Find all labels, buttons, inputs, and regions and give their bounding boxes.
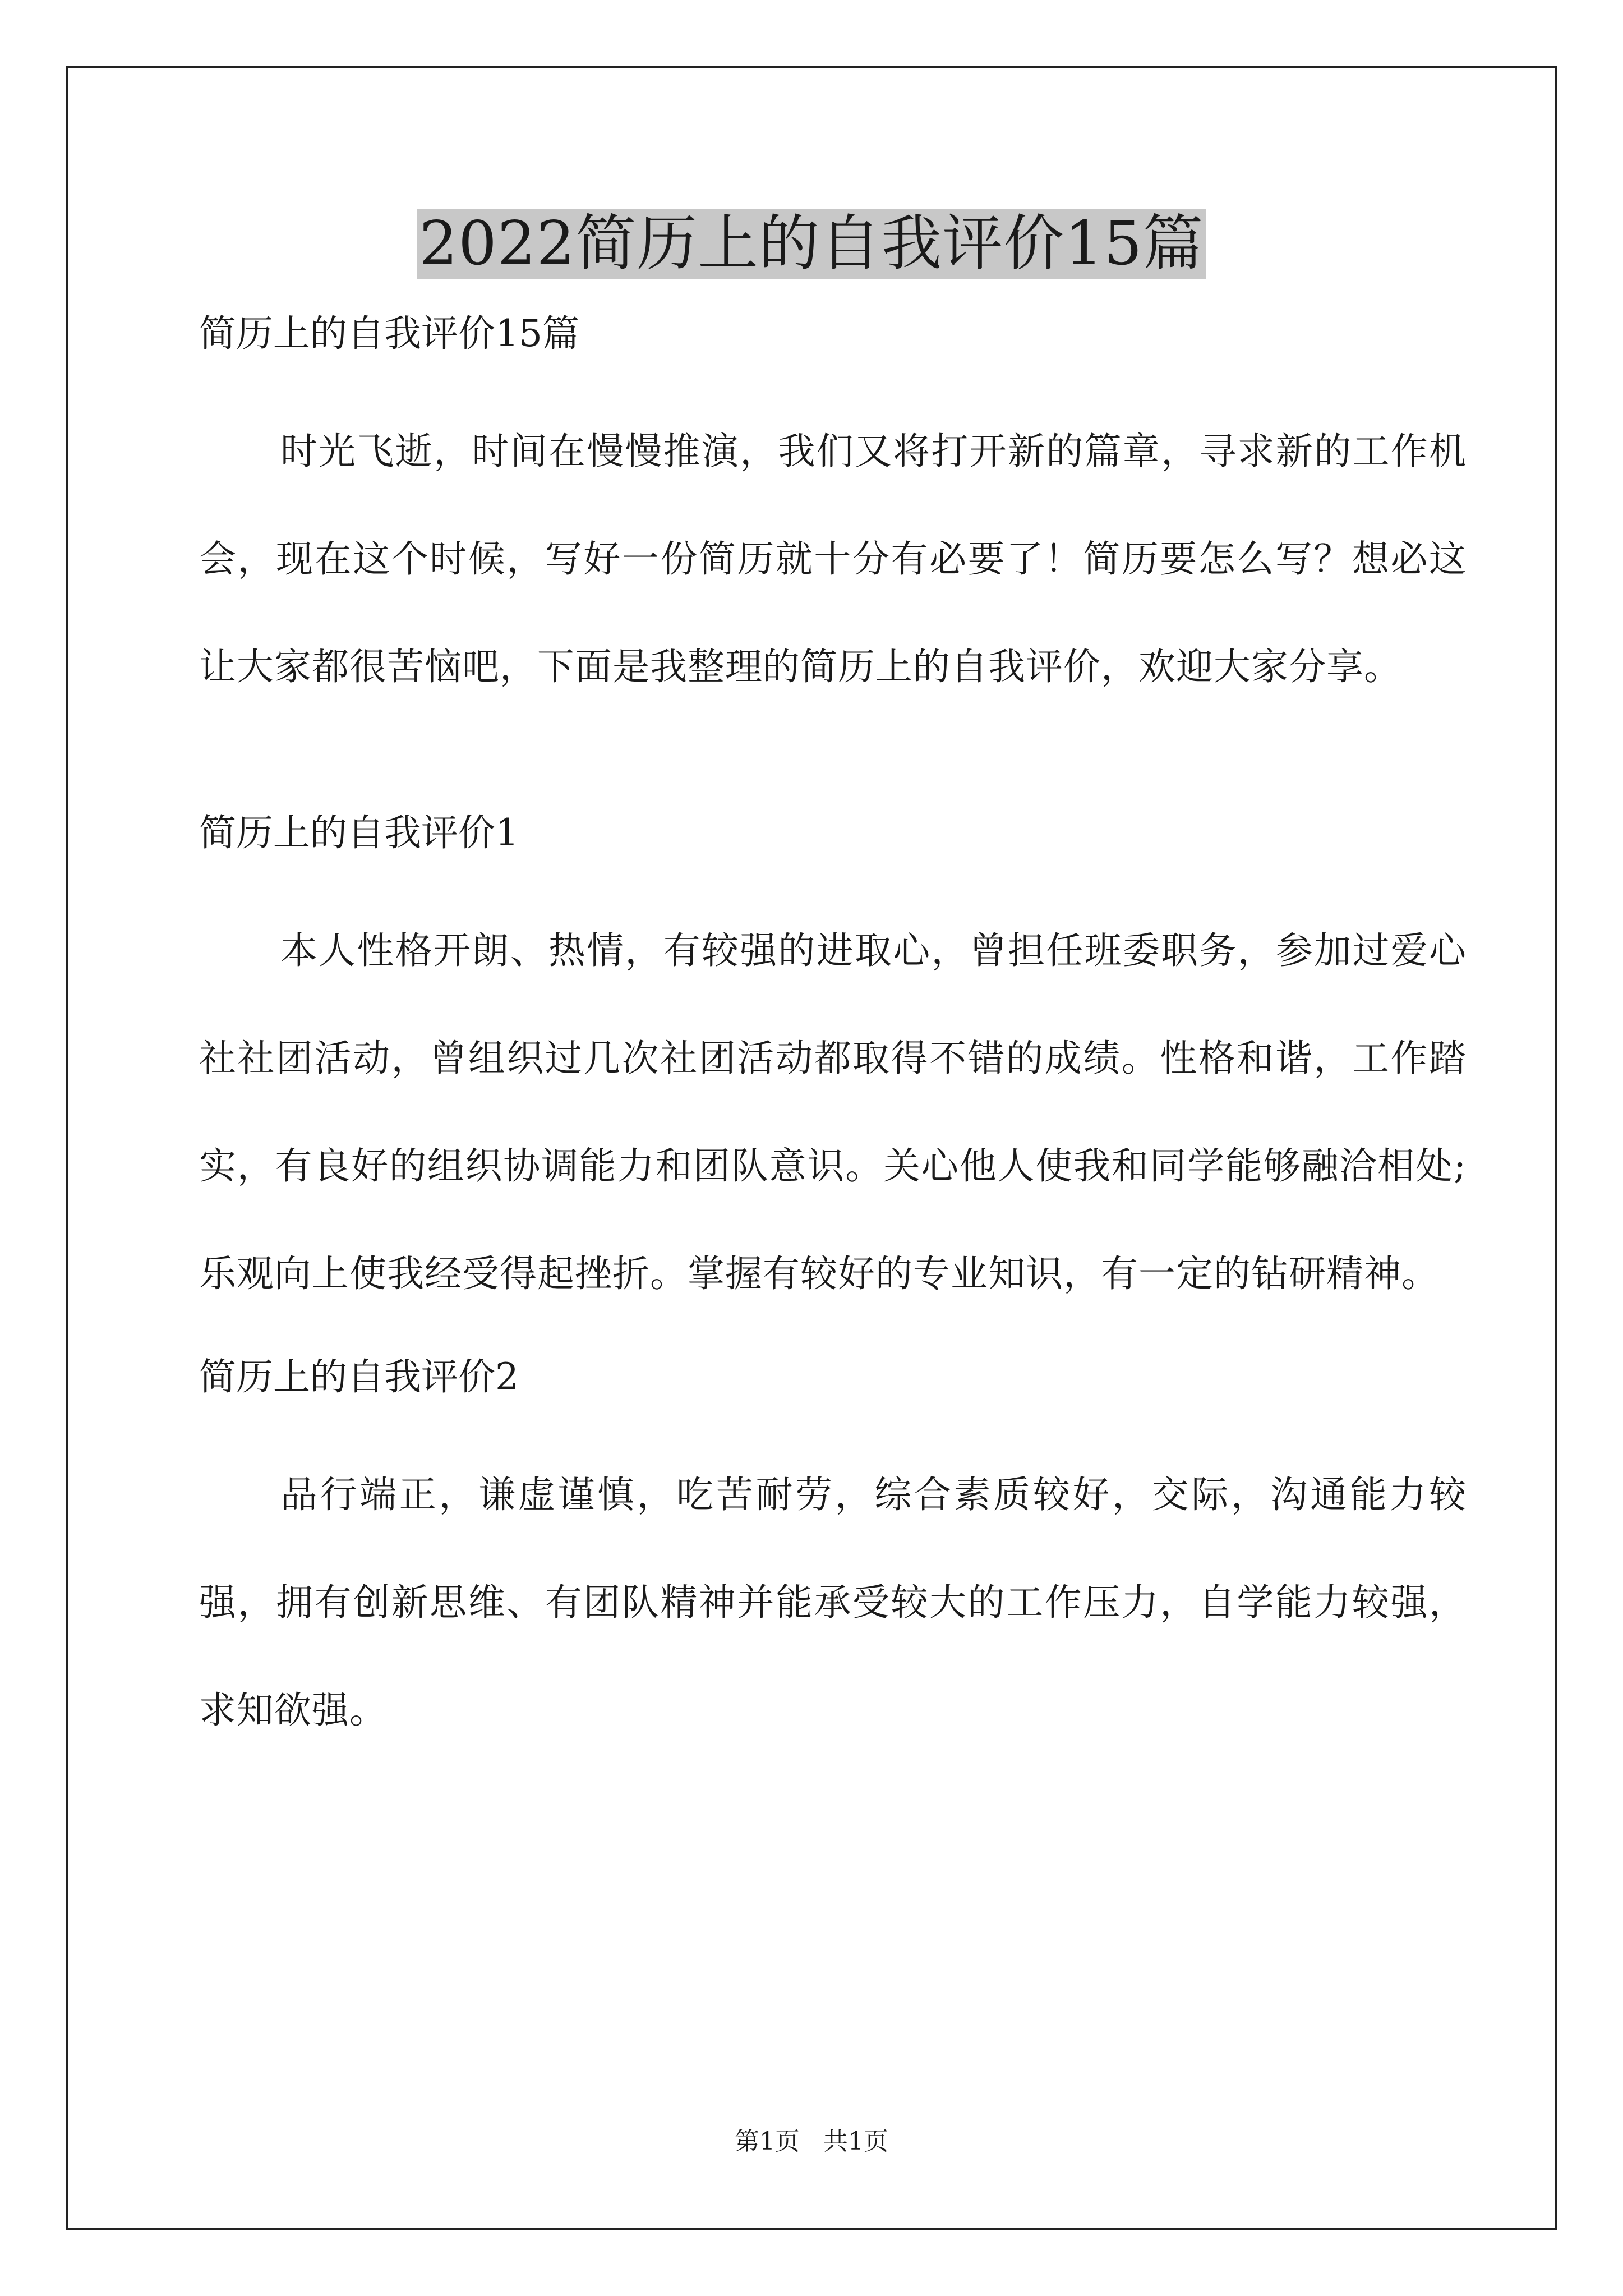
section-body-1: 本人性格开朗、热情，有较强的进取心，曾担任班委职务，参加过爱心社社团活动，曾组织过几次社团活动都取得不错的成绩。性格和谐，工作踏实，有良好的组织协调能力和团队意识。关心他人使我和同学能够融洽相处;乐观向上使我经受得起挫折。掌握有较好的专业知识，有一定的钻研精神。 [199,929,1467,1295]
title-container [0,209,1623,279]
section-heading-1: 简历上的自我评价1 [199,811,519,854]
document-subtitle: 简历上的自我评价15篇 [199,312,579,355]
page-footer: 第1页 共1页 [735,2127,888,2156]
document-title: 2022简历上的自我评价15篇 [417,209,1206,279]
intro-paragraph: 时光飞逝，时间在慢慢推演，我们又将打开新的篇章，寻求新的工作机会，现在这个时候，写好一份简历就十分有必要了！简历要怎么写？想必这让大家都很苦恼吧，下面是我整理的简历上的自我评价，欢迎大家分享。 [199,430,1467,688]
section-heading-2: 简历上的自我评价2 [199,1355,519,1398]
document-body [199,306,1467,1764]
section-body-2: 品行端正，谦虚谨慎，吃苦耐劳，综合素质较好，交际，沟通能力较强，拥有创新思维、有团队精神并能承受较大的工作压力，自学能力较强，求知欲强。 [199,1473,1467,1732]
